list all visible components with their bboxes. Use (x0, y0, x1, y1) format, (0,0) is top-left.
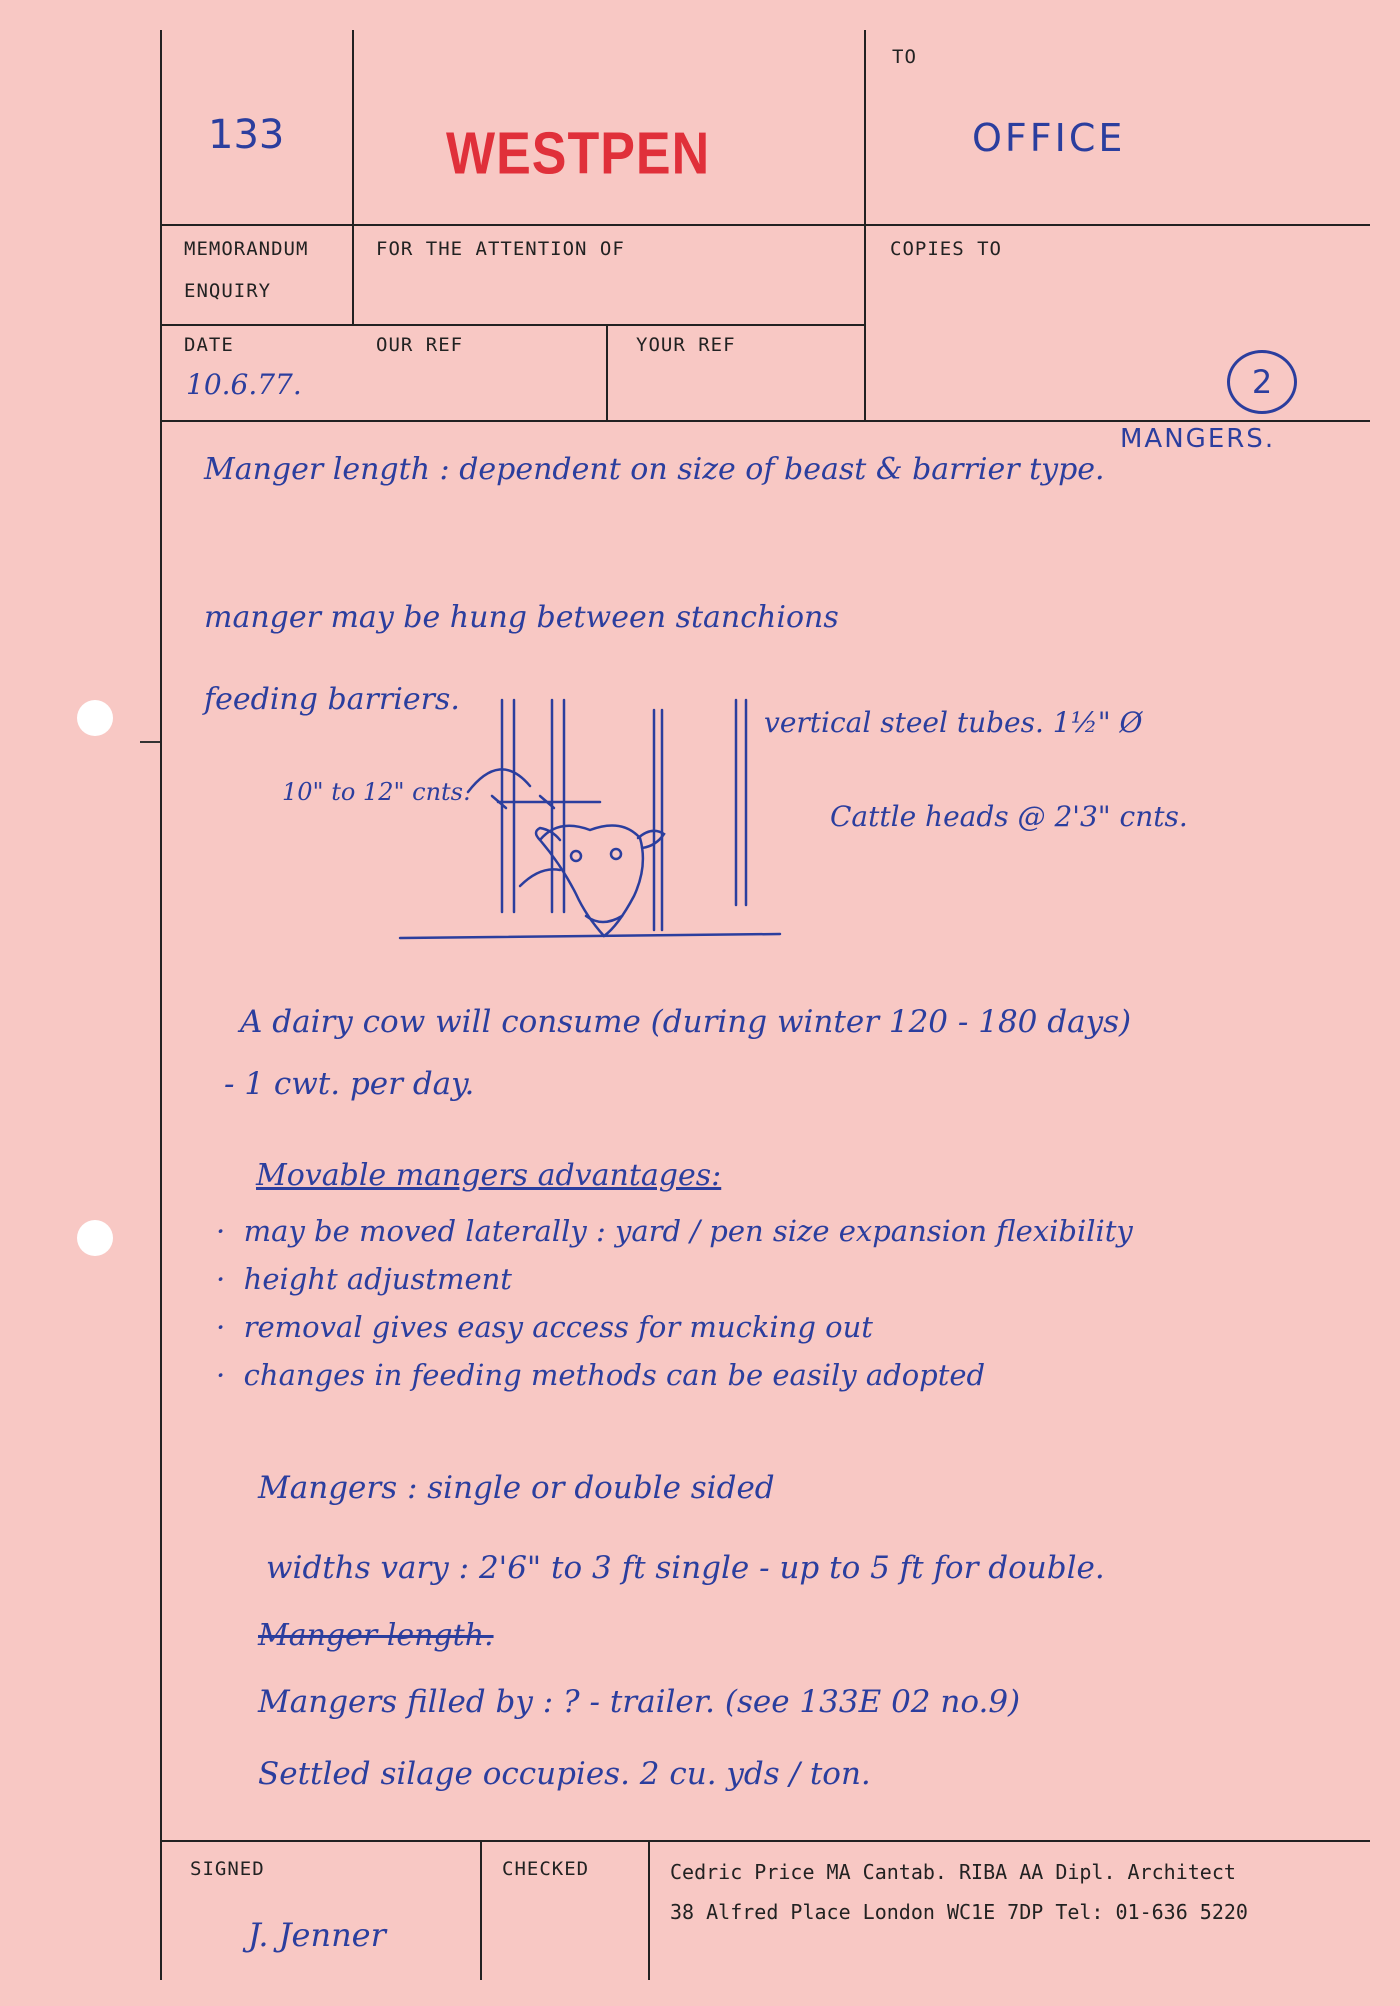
checked-label: CHECKED (502, 1858, 590, 1880)
signed-label: SIGNED (190, 1858, 265, 1880)
date-value: 10.6.77. (186, 368, 302, 401)
architect-address: 38 Alfred Place London WC1E 7DP Tel: 01-636 5220 (670, 1900, 1248, 1924)
memo-number: 133 (208, 112, 285, 158)
note-line: A dairy cow will consume (during winter 120 - 180 days) (240, 1004, 1132, 1040)
list-item-text: may be moved laterally : yard / pen size expansion flexibility (243, 1214, 1133, 1248)
header-divider (606, 324, 608, 421)
westpen-stamp: WESTPEN (446, 120, 711, 188)
frame-left-rule (160, 30, 162, 1980)
dimension-arc (468, 769, 530, 792)
to-label: TO (892, 46, 917, 68)
list-item: · may be moved laterally : yard / pen size expansion flexibility (216, 1214, 1133, 1248)
note-line: widths vary : 2'6" to 3 ft single - up to 5 ft for double. (266, 1550, 1105, 1586)
section-title: MANGERS. (1120, 424, 1276, 454)
list-item: · changes in feeding methods can be easily adopted (216, 1358, 986, 1392)
attention-label: FOR THE ATTENTION OF (376, 238, 625, 260)
header-rule (160, 224, 1370, 226)
header-rule (160, 324, 866, 326)
to-value: OFFICE (972, 116, 1126, 160)
page-number-circle: 2 (1227, 350, 1297, 414)
enquiry-label: ENQUIRY (184, 280, 272, 302)
copies-to-label: COPIES TO (890, 238, 1002, 260)
note-line: - 1 cwt. per day. (224, 1066, 475, 1102)
advantages-title: Movable mangers advantages: (256, 1158, 722, 1193)
note-line: Mangers filled by : ? - trailer. (see 133E 02 no.9) (258, 1684, 1021, 1720)
signature: J. Jenner (248, 1916, 386, 1954)
your-ref-label: YOUR REF (636, 334, 736, 356)
sketch-label-centres: 10" to 12" cnts. (282, 778, 471, 806)
date-label: DATE (184, 334, 234, 356)
punch-hole (77, 700, 113, 736)
header-rule (160, 420, 1370, 422)
struck-note-line: Manger length. (258, 1618, 494, 1653)
note-line: manger may be hung between stanchions (204, 600, 839, 635)
note-line: Manger length : dependent on size of beast & barrier type. (204, 452, 1105, 487)
sketch-label-heads: Cattle heads @ 2'3" cnts. (830, 800, 1188, 833)
note-line: Settled silage occupies. 2 cu. yds / ton. (258, 1756, 871, 1792)
list-item-text: removal gives easy access for mucking out (243, 1310, 873, 1344)
list-item-text: height adjustment (243, 1262, 512, 1296)
cow-ear (536, 828, 560, 840)
list-item: · removal gives easy access for mucking out (216, 1310, 873, 1344)
punch-hole (77, 1220, 113, 1256)
note-line: Mangers : single or double sided (258, 1470, 775, 1506)
header-divider (352, 30, 354, 324)
memorandum-label: MEMORANDUM (184, 238, 309, 260)
list-item: · height adjustment (216, 1262, 512, 1296)
our-ref-label: OUR REF (376, 334, 464, 356)
note-line: feeding barriers. (204, 682, 460, 717)
list-item-text: changes in feeding methods can be easily adopted (243, 1358, 986, 1392)
architect-name: Cedric Price MA Cantab. RIBA AA Dipl. Architect (670, 1860, 1236, 1884)
fold-mark (140, 741, 162, 743)
footer-divider (480, 1840, 482, 1980)
footer-rule (160, 1840, 1370, 1842)
sketch-label-vertical: vertical steel tubes. 1½" Ø (764, 706, 1143, 739)
footer-divider (648, 1840, 650, 1980)
ground-line (400, 934, 780, 938)
